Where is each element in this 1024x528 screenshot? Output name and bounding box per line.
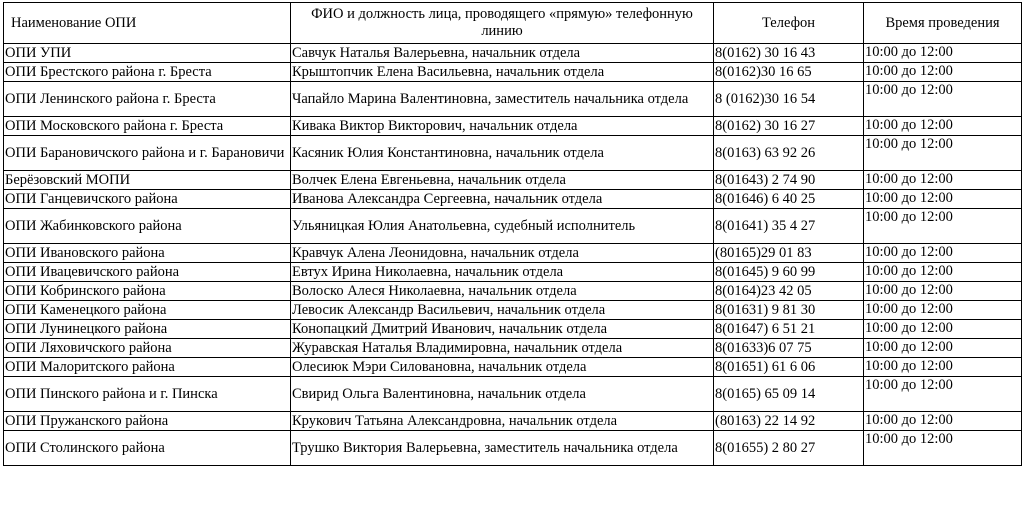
person-cell: Кивака Виктор Викторович, начальник отдела	[291, 117, 714, 136]
opi-name-cell: ОПИ Ивацевичского района	[4, 263, 291, 282]
time-cell: 10:00 до 12:00	[864, 44, 1022, 63]
table-row	[4, 117, 1022, 136]
person-cell: Олесиюк Мэри Силовановна, начальник отдела	[291, 358, 714, 377]
opi-name-cell: Берёзовский МОПИ	[4, 171, 291, 190]
person-cell: Левосик Александр Васильевич, начальник отдела	[291, 301, 714, 320]
time-cell: 10:00 до 12:00	[864, 136, 1022, 171]
time-cell: 10:00 до 12:00	[864, 117, 1022, 136]
time-cell: 10:00 до 12:00	[864, 171, 1022, 190]
person-cell: Конопацкий Дмитрий Иванович, начальник отдела	[291, 320, 714, 339]
time-cell: 10:00 до 12:00	[864, 412, 1022, 431]
header-time: Время проведения	[864, 3, 1022, 44]
opi-name-cell: ОПИ Пинского района и г. Пинска	[4, 377, 291, 412]
opi-name-cell: ОПИ Столинского района	[4, 431, 291, 466]
opi-name-cell: ОПИ УПИ	[4, 44, 291, 63]
phone-cell: 8(0162) 30 16 43	[714, 44, 864, 63]
person-cell: Евтух Ирина Николаевна, начальник отдела	[291, 263, 714, 282]
opi-name-cell: ОПИ Каменецкого района	[4, 301, 291, 320]
opi-name-cell: ОПИ Ленинского района г. Бреста	[4, 82, 291, 117]
table-row	[4, 263, 1022, 282]
time-cell: 10:00 до 12:00	[864, 263, 1022, 282]
phone-cell: 8(01643) 2 74 90	[714, 171, 864, 190]
phone-cell: 8(0164)23 42 05	[714, 282, 864, 301]
phone-cell: (80165)29 01 83	[714, 244, 864, 263]
table-row	[4, 339, 1022, 358]
opi-name-cell: ОПИ Барановичского района и г. Барановичи	[4, 136, 291, 171]
time-cell: 10:00 до 12:00	[864, 209, 1022, 244]
person-cell: Савчук Наталья Валерьевна, начальник отдела	[291, 44, 714, 63]
phone-cell: 8(01646) 6 40 25	[714, 190, 864, 209]
phone-cell: (80163) 22 14 92	[714, 412, 864, 431]
table-body	[4, 44, 1022, 466]
header-row	[4, 3, 1022, 44]
table-row	[4, 412, 1022, 431]
phone-cell: 8(0162)30 16 65	[714, 63, 864, 82]
time-cell: 10:00 до 12:00	[864, 82, 1022, 117]
opi-name-cell: ОПИ Московского района г. Бреста	[4, 117, 291, 136]
opi-name-cell: ОПИ Лунинецкого района	[4, 320, 291, 339]
phone-cell: 8(0162) 30 16 27	[714, 117, 864, 136]
table-row	[4, 171, 1022, 190]
phone-cell: 8(01645) 9 60 99	[714, 263, 864, 282]
table-row	[4, 44, 1022, 63]
opi-name-cell: ОПИ Кобринского района	[4, 282, 291, 301]
phone-cell: 8(01633)6 07 75	[714, 339, 864, 358]
opi-name-cell: ОПИ Ляховичского района	[4, 339, 291, 358]
table-row	[4, 282, 1022, 301]
person-cell: Волчек Елена Евгеньевна, начальник отдела	[291, 171, 714, 190]
person-cell: Волоско Алеся Николаевна, начальник отдела	[291, 282, 714, 301]
time-cell: 10:00 до 12:00	[864, 339, 1022, 358]
table-row	[4, 431, 1022, 466]
opi-name-cell: ОПИ Ганцевичского района	[4, 190, 291, 209]
header-name: Наименование ОПИ	[4, 3, 291, 44]
phone-cell: 8(01647) 6 51 21	[714, 320, 864, 339]
time-cell: 10:00 до 12:00	[864, 301, 1022, 320]
phone-cell: 8 (0162)30 16 54	[714, 82, 864, 117]
header-phone: Телефон	[714, 3, 864, 44]
table-row	[4, 82, 1022, 117]
phone-cell: 8(01631) 9 81 30	[714, 301, 864, 320]
table-row	[4, 209, 1022, 244]
person-cell: Свирид Ольга Валентиновна, начальник отдела	[291, 377, 714, 412]
opi-name-cell: ОПИ Брестского района г. Бреста	[4, 63, 291, 82]
opi-name-cell: ОПИ Пружанского района	[4, 412, 291, 431]
time-cell: 10:00 до 12:00	[864, 282, 1022, 301]
table-row	[4, 244, 1022, 263]
phone-cell: 8(0165) 65 09 14	[714, 377, 864, 412]
person-cell: Чапайло Марина Валентиновна, заместитель начальника отдела	[291, 82, 714, 117]
phone-cell: 8(01655) 2 80 27	[714, 431, 864, 466]
person-cell: Крыштопчик Елена Васильевна, начальник отдела	[291, 63, 714, 82]
person-cell: Иванова Александра Сергеевна, начальник отдела	[291, 190, 714, 209]
table-row	[4, 190, 1022, 209]
table-row	[4, 377, 1022, 412]
time-cell: 10:00 до 12:00	[864, 431, 1022, 466]
phone-cell: 8(0163) 63 92 26	[714, 136, 864, 171]
table-row	[4, 358, 1022, 377]
person-cell: Касяник Юлия Константиновна, начальник отдела	[291, 136, 714, 171]
person-cell: Трушко Виктория Валерьевна, заместитель начальника отдела	[291, 431, 714, 466]
time-cell: 10:00 до 12:00	[864, 358, 1022, 377]
table-row	[4, 320, 1022, 339]
person-cell: Кравчук Алена Леонидовна, начальник отдела	[291, 244, 714, 263]
opi-name-cell: ОПИ Малоритского района	[4, 358, 291, 377]
person-cell: Ульяницкая Юлия Анатольевна, судебный исполнитель	[291, 209, 714, 244]
header-person: ФИО и должность лица, проводящего «прямую» телефонную линию	[291, 3, 714, 44]
opi-name-cell: ОПИ Жабинковского района	[4, 209, 291, 244]
table-row	[4, 63, 1022, 82]
person-cell: Крукович Татьяна Александровна, начальник отдела	[291, 412, 714, 431]
hotline-table	[3, 2, 1022, 466]
person-cell: Журавская Наталья Владимировна, начальник отдела	[291, 339, 714, 358]
time-cell: 10:00 до 12:00	[864, 320, 1022, 339]
table-row	[4, 301, 1022, 320]
time-cell: 10:00 до 12:00	[864, 63, 1022, 82]
phone-cell: 8(01641) 35 4 27	[714, 209, 864, 244]
time-cell: 10:00 до 12:00	[864, 244, 1022, 263]
table-row	[4, 136, 1022, 171]
time-cell: 10:00 до 12:00	[864, 190, 1022, 209]
phone-cell: 8(01651) 61 6 06	[714, 358, 864, 377]
opi-name-cell: ОПИ Ивановского района	[4, 244, 291, 263]
time-cell: 10:00 до 12:00	[864, 377, 1022, 412]
